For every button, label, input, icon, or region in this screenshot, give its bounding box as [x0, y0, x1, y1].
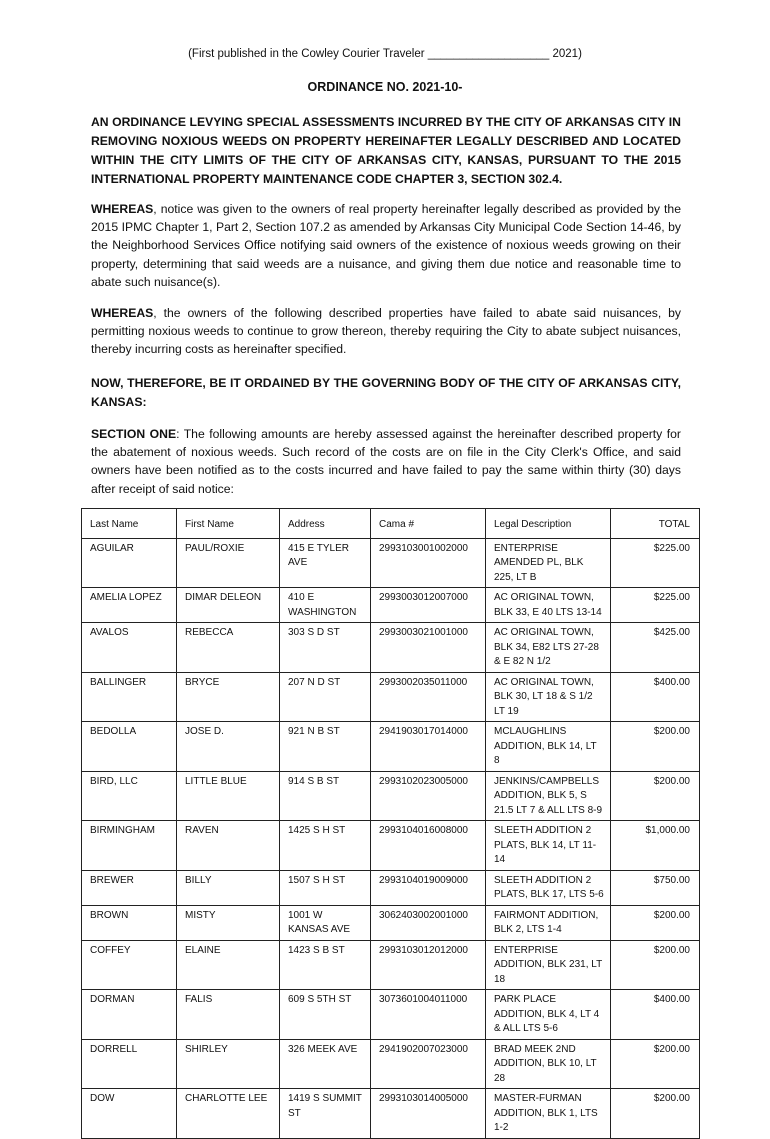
- last-name-cell: BEDOLLA: [82, 722, 177, 772]
- last-name-cell: AMELIA LOPEZ: [82, 588, 177, 623]
- table-row: [82, 771, 700, 821]
- address-cell: 326 MEEK AVE: [280, 1039, 371, 1089]
- address-cell: 1001 W KANSAS AVE: [280, 905, 371, 940]
- cama-cell: 2993002035011000: [371, 672, 486, 722]
- total-cell: $200.00: [611, 1039, 700, 1089]
- table-row: [82, 672, 700, 722]
- total-cell: $200.00: [611, 771, 700, 821]
- legal-description-cell: AC ORIGINAL TOWN, BLK 34, E82 LTS 27-28 & E 82 N 1/2: [486, 623, 611, 673]
- legal-description-cell: AC ORIGINAL TOWN, BLK 33, E 40 LTS 13-14: [486, 588, 611, 623]
- last-name-cell: BALLINGER: [82, 672, 177, 722]
- cama-cell: 3062403002001000: [371, 905, 486, 940]
- publication-line: (First published in the Cowley Courier Traveler ___________________ 2021): [188, 48, 582, 60]
- total-cell: $1,000.00: [611, 821, 700, 871]
- section-one-lead: SECTION ONE: [91, 427, 177, 441]
- whereas-1-text: , notice was given to the owners of real property hereinafter legally described as provided by the 2015 IPMC Chapter 1, Part 2, Section 107.2 as amended by Arkansas City Municipal Code Section 14-46, by the Neighborhood Services Office notifying said owners of the existence of noxious weeds growing on their property, determining that said weeds are a nuisance, and giving them due notice and reasonable time to abate such nuisance(s).: [91, 202, 681, 289]
- address-cell: 303 S D ST: [280, 623, 371, 673]
- cama-cell: 2941903017014000: [371, 722, 486, 772]
- first-name-cell: LITTLE BLUE: [177, 771, 280, 821]
- total-cell: $425.00: [611, 623, 700, 673]
- first-name-cell: JOSE D.: [177, 722, 280, 772]
- address-cell: 914 S B ST: [280, 771, 371, 821]
- cama-cell: 2993104019009000: [371, 870, 486, 905]
- legal-description-cell: SLEETH ADDITION 2 PLATS, BLK 14, LT 11-14: [486, 821, 611, 871]
- table-row: [82, 1089, 700, 1139]
- whereas-paragraph-1: [91, 200, 681, 291]
- legal-description-cell: ENTERPRISE ADDITION, BLK 231, LT 18: [486, 940, 611, 990]
- address-cell: 207 N D ST: [280, 672, 371, 722]
- last-name-cell: AVALOS: [82, 623, 177, 673]
- cama-cell: 2941902007023000: [371, 1039, 486, 1089]
- legal-description-cell: MASTER-FURMAN ADDITION, BLK 1, LTS 1-2: [486, 1089, 611, 1139]
- table-row: [82, 821, 700, 871]
- table-row: [82, 940, 700, 990]
- ordinance-heading: AN ORDINANCE LEVYING SPECIAL ASSESSMENTS INCURRED BY THE CITY OF ARKANSAS CITY IN REMOVING NOXIOUS WEEDS ON PROPERTY HEREINAFTER LEGALLY DESCRIBED AND LOCATED WITHIN THE CITY LIMITS OF THE CITY OF ARKANSAS CITY, KANSAS, PURSUANT TO THE 2015 INTERNATIONAL PROPERTY MAINTENANCE CODE CHAPTER 3, SECTION 302.4.: [91, 115, 681, 186]
- first-name-cell: FALIS: [177, 990, 280, 1040]
- address-cell: 1507 S H ST: [280, 870, 371, 905]
- cama-cell: 2993103012012000: [371, 940, 486, 990]
- last-name-cell: BIRD, LLC: [82, 771, 177, 821]
- header-last-name: Last Name: [82, 509, 177, 539]
- address-cell: 1419 S SUMMIT ST: [280, 1089, 371, 1139]
- first-name-cell: DIMAR DELEON: [177, 588, 280, 623]
- last-name-cell: BREWER: [82, 870, 177, 905]
- table-header-row: [82, 509, 700, 539]
- first-name-cell: REBECCA: [177, 623, 280, 673]
- table-row: [82, 538, 700, 588]
- legal-description-cell: AC ORIGINAL TOWN, BLK 30, LT 18 & S 1/2 LT 19: [486, 672, 611, 722]
- whereas-2-text: , the owners of the following described properties have failed to abate said nuisances, by permitting noxious weeds to continue to grow thereon, thereby requiring the City to abate subject nuisances, thereby incurring costs as hereinafter specified.: [91, 306, 681, 357]
- last-name-cell: AGUILAR: [82, 538, 177, 588]
- first-name-cell: PAUL/ROXIE: [177, 538, 280, 588]
- legal-description-cell: BRAD MEEK 2ND ADDITION, BLK 10, LT 28: [486, 1039, 611, 1089]
- cama-cell: 3073601004011000: [371, 990, 486, 1040]
- cama-cell: 2993103001002000: [371, 538, 486, 588]
- legal-description-cell: ENTERPRISE AMENDED PL, BLK 225, LT B: [486, 538, 611, 588]
- legal-description-cell: MCLAUGHLINS ADDITION, BLK 14, LT 8: [486, 722, 611, 772]
- header-first-name: First Name: [177, 509, 280, 539]
- total-cell: $200.00: [611, 905, 700, 940]
- address-cell: 921 N B ST: [280, 722, 371, 772]
- address-cell: 1425 S H ST: [280, 821, 371, 871]
- total-cell: $225.00: [611, 588, 700, 623]
- table-row: [82, 990, 700, 1040]
- table-row: [82, 870, 700, 905]
- whereas-2-lead: WHEREAS: [91, 306, 154, 320]
- ordained-clause: NOW, THEREFORE, BE IT ORDAINED BY THE GOVERNING BODY OF THE CITY OF ARKANSAS CITY, KANSAS:: [91, 376, 681, 409]
- first-name-cell: CHARLOTTE LEE: [177, 1089, 280, 1139]
- last-name-cell: DOW: [82, 1089, 177, 1139]
- table-row: [82, 1039, 700, 1089]
- section-one-text: : The following amounts are hereby assessed against the hereinafter described property for the abatement of noxious weeds. Such record of the costs are on file in the City Clerk's Office, and said owners have been notified as to the costs incurred and have failed to pay the same within thirty (30) days after receipt of said notice:: [91, 427, 681, 496]
- total-cell: $400.00: [611, 990, 700, 1040]
- last-name-cell: DORMAN: [82, 990, 177, 1040]
- header-legal-description: Legal Description: [486, 509, 611, 539]
- first-name-cell: MISTY: [177, 905, 280, 940]
- cama-cell: 2993003021001000: [371, 623, 486, 673]
- last-name-cell: BROWN: [82, 905, 177, 940]
- whereas-paragraph-2: [91, 304, 681, 359]
- legal-description-cell: FAIRMONT ADDITION, BLK 2, LTS 1-4: [486, 905, 611, 940]
- table-row: [82, 588, 700, 623]
- total-cell: $200.00: [611, 1089, 700, 1139]
- cama-cell: 2993003012007000: [371, 588, 486, 623]
- cama-cell: 2993104016008000: [371, 821, 486, 871]
- first-name-cell: RAVEN: [177, 821, 280, 871]
- section-one-paragraph: [91, 425, 681, 498]
- header-cama: Cama #: [371, 509, 486, 539]
- total-cell: $400.00: [611, 672, 700, 722]
- ordinance-title: ORDINANCE NO. 2021-10-: [307, 80, 463, 94]
- last-name-cell: DORRELL: [82, 1039, 177, 1089]
- last-name-cell: COFFEY: [82, 940, 177, 990]
- last-name-cell: BIRMINGHAM: [82, 821, 177, 871]
- cama-cell: 2993103014005000: [371, 1089, 486, 1139]
- legal-description-cell: PARK PLACE ADDITION, BLK 4, LT 4 & ALL LTS 5-6: [486, 990, 611, 1040]
- address-cell: 609 S 5TH ST: [280, 990, 371, 1040]
- total-cell: $750.00: [611, 870, 700, 905]
- first-name-cell: BILLY: [177, 870, 280, 905]
- total-cell: $225.00: [611, 538, 700, 588]
- cama-cell: 2993102023005000: [371, 771, 486, 821]
- first-name-cell: SHIRLEY: [177, 1039, 280, 1089]
- assessment-table: [81, 508, 700, 1139]
- total-cell: $200.00: [611, 940, 700, 990]
- first-name-cell: ELAINE: [177, 940, 280, 990]
- whereas-1-lead: WHEREAS: [91, 202, 154, 216]
- legal-description-cell: JENKINS/CAMPBELLS ADDITION, BLK 5, S 21.5 LT 7 & ALL LTS 8-9: [486, 771, 611, 821]
- first-name-cell: BRYCE: [177, 672, 280, 722]
- table-row: [82, 623, 700, 673]
- header-address: Address: [280, 509, 371, 539]
- address-cell: 1423 S B ST: [280, 940, 371, 990]
- legal-description-cell: SLEETH ADDITION 2 PLATS, BLK 17, LTS 5-6: [486, 870, 611, 905]
- table-row: [82, 722, 700, 772]
- total-cell: $200.00: [611, 722, 700, 772]
- table-row: [82, 905, 700, 940]
- address-cell: 410 E WASHINGTON: [280, 588, 371, 623]
- header-total: TOTAL: [611, 509, 700, 539]
- address-cell: 415 E TYLER AVE: [280, 538, 371, 588]
